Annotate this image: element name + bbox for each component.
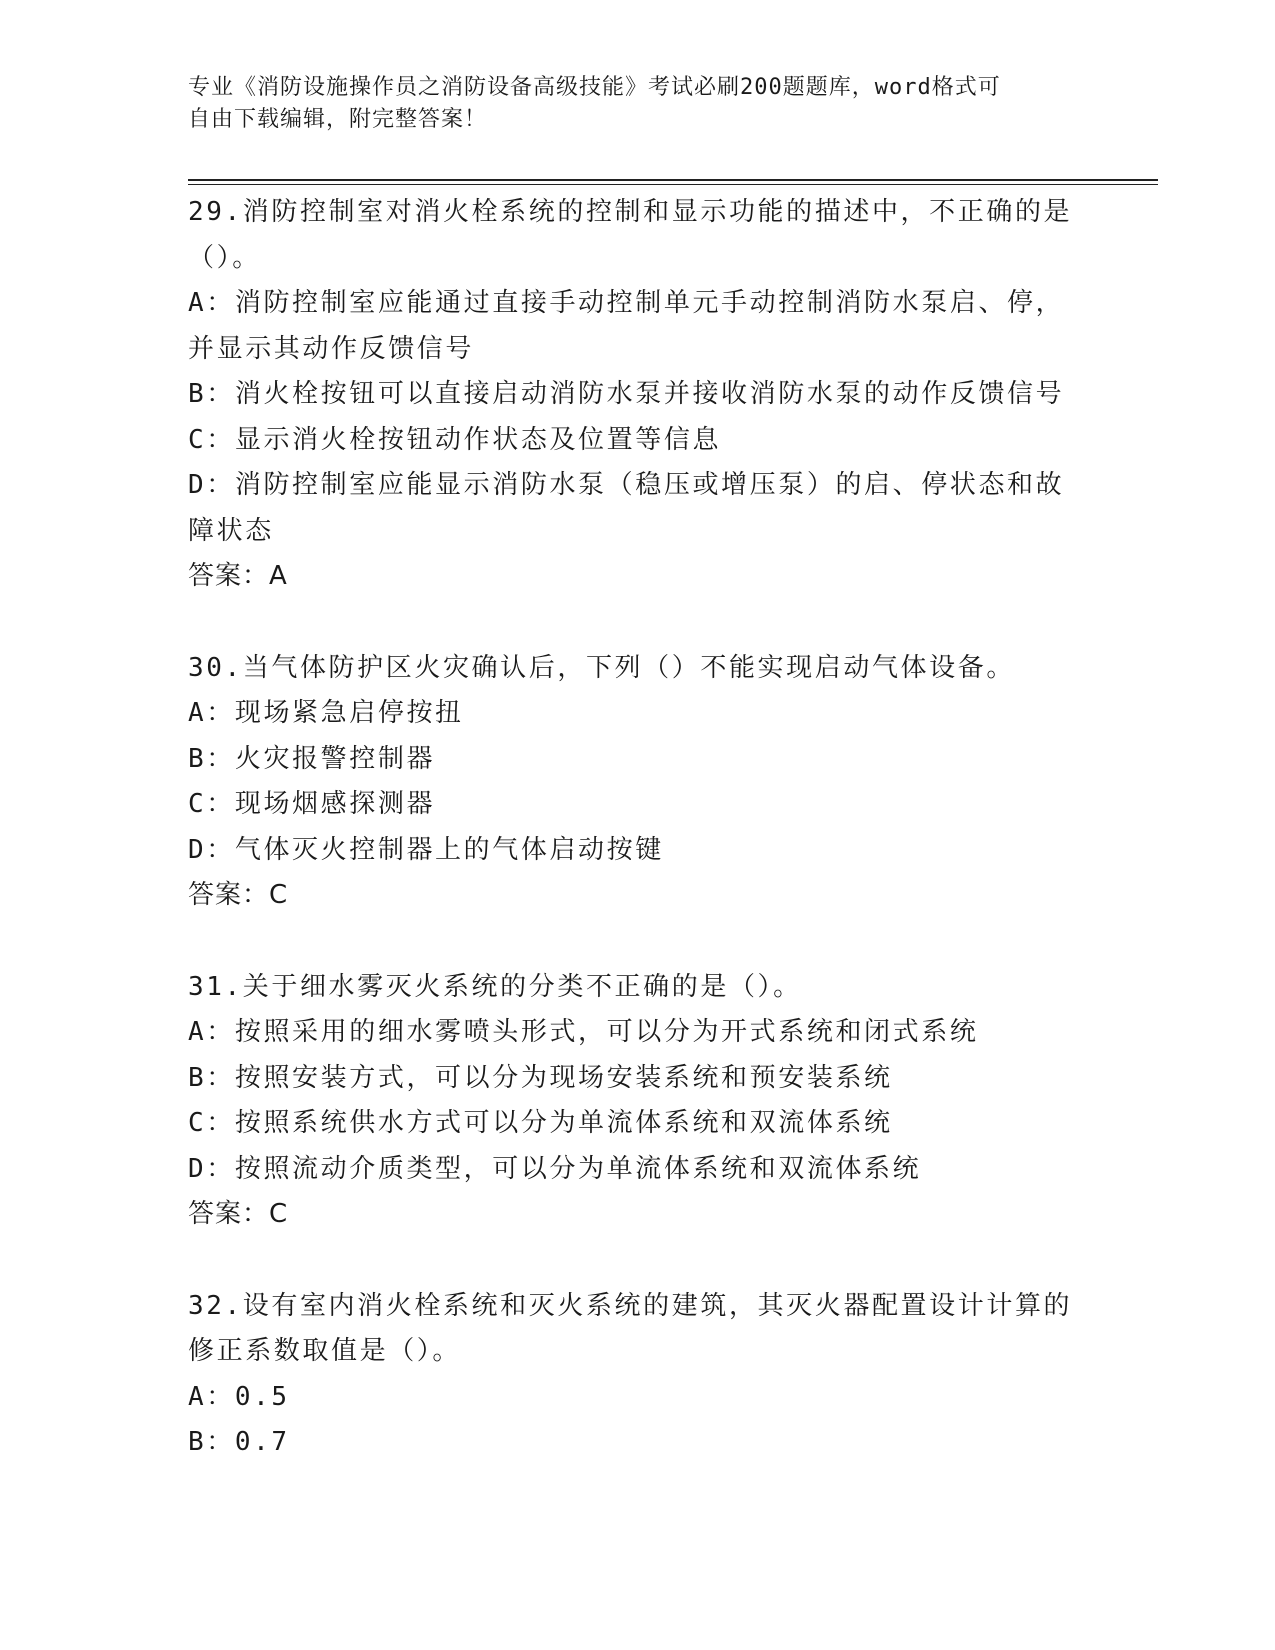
option-a: A：按照采用的细水雾喷头形式，可以分为开式系统和闭式系统 (188, 1017, 979, 1047)
question-stem-line: 29.消防控制室对消火栓系统的控制和显示功能的描述中，不正确的是 (188, 197, 1073, 227)
question-stem-line: 30.当气体防护区火灾确认后，下列（）不能实现启动气体设备。 (188, 652, 1015, 683)
document-header (188, 72, 1068, 136)
option-a: A：消防控制室应能通过直接手动控制单元手动控制消防水泵启、停， (188, 288, 1065, 318)
answer-label: 答案：C (188, 880, 289, 910)
option-b: B：火灾报警控制器 (188, 743, 436, 774)
question-list (188, 190, 1078, 1512)
header-rule-thick (188, 179, 1158, 181)
option-a-continued: 并显示其动作反馈信号 (188, 333, 475, 364)
option-b: B：0.7 (188, 1427, 290, 1457)
option-c: C：显示消火栓按钮动作状态及位置等信息 (188, 424, 722, 455)
option-a: A：现场紧急启停按扭 (188, 698, 464, 728)
option-d: D：气体灭火控制器上的气体启动按键 (188, 834, 664, 865)
question-stem-line: （）。 (188, 242, 261, 273)
question-30 (188, 646, 1078, 919)
answer-label: 答案：A (188, 561, 288, 591)
question-stem-line: 31.关于细水雾灭火系统的分类不正确的是（）。 (188, 971, 802, 1002)
header-line-1: 专业《消防设施操作员之消防设备高级技能》考试必刷200题题库，word格式可 (188, 75, 1001, 100)
option-b: B：按照安装方式，可以分为现场安装系统和预安装系统 (188, 1062, 893, 1093)
header-line-2: 自由下载编辑，附完整答案！ (188, 107, 488, 132)
question-stem-line: 修正系数取值是（）。 (188, 1336, 462, 1366)
option-d: D：消防控制室应能显示消防水泵（稳压或增压泵）的启、停状态和故 (188, 470, 1065, 500)
option-d-continued: 障状态 (188, 515, 274, 546)
question-32 (188, 1284, 1078, 1466)
question-31 (188, 965, 1078, 1238)
option-a: A：0.5 (188, 1381, 290, 1412)
option-c: C：现场烟感探测器 (188, 789, 436, 819)
question-29 (188, 190, 1078, 600)
option-d: D：按照流动介质类型，可以分为单流体系统和双流体系统 (188, 1153, 922, 1184)
question-stem-line: 32.设有室内消火栓系统和灭火系统的建筑，其灭火器配置设计计算的 (188, 1290, 1073, 1321)
header-rule-thin (188, 184, 1158, 185)
answer-label: 答案：C (188, 1199, 289, 1229)
option-c: C：按照系统供水方式可以分为单流体系统和双流体系统 (188, 1108, 893, 1138)
option-b: B：消火栓按钮可以直接启动消防水泵并接收消防水泵的动作反馈信号 (188, 379, 1065, 409)
